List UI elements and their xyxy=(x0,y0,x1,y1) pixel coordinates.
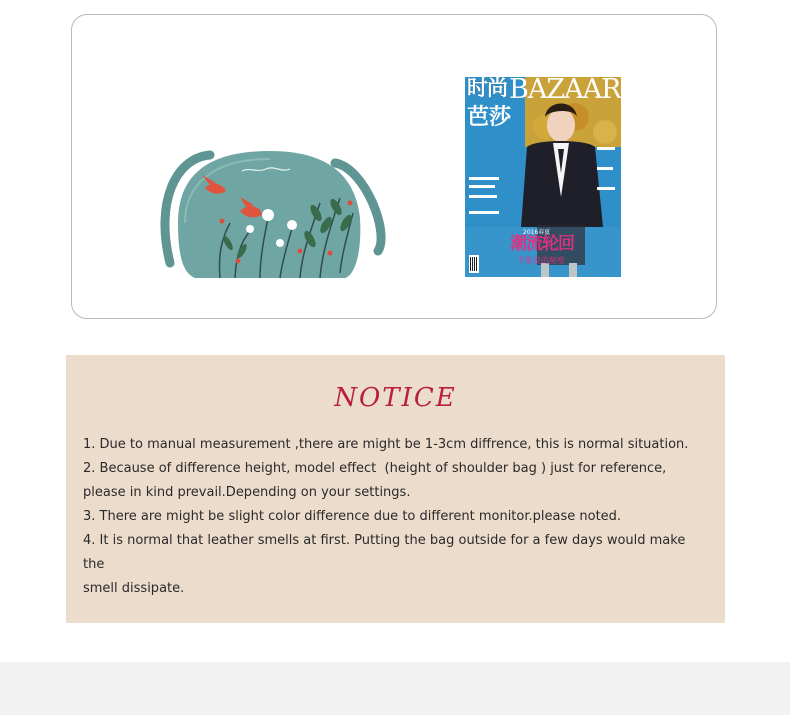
notice-line: please in kind prevail.Depending on your settings. xyxy=(83,485,411,500)
notice-panel xyxy=(66,355,725,623)
magazine-title-en: BAZAAR xyxy=(509,77,621,105)
magazine-headline: 潮流轮回 xyxy=(510,234,574,254)
magazine-image xyxy=(465,77,621,277)
notice-body xyxy=(83,433,713,601)
magazine-title-cn: 时尚 xyxy=(467,77,507,100)
magazine-year: 2016春夏 xyxy=(523,229,551,236)
shoulder-bag-image xyxy=(150,143,392,283)
notice-line: 1. Due to manual measurement ,there are might be 1-3cm diffrence, this is normal situation. xyxy=(83,437,689,452)
notice-line: 4. It is normal that leather smells at first. Putting the bag outside for a few days would make xyxy=(83,533,686,548)
size-comparison-card xyxy=(71,14,717,319)
notice-line: smell dissipate. xyxy=(83,581,185,596)
magazine-subtitle-cn: 芭莎 xyxy=(467,104,512,130)
magazine-subline: 不能说的秘密 xyxy=(517,256,565,265)
notice-line: 2. Because of difference height, model effect (height of shoulder bag ) just for reference, xyxy=(83,461,667,476)
footer-band xyxy=(0,662,790,715)
notice-title: NOTICE xyxy=(334,383,457,413)
notice-line: the xyxy=(83,557,105,572)
notice-line: 3. There are might be slight color difference due to different monitor.please noted. xyxy=(83,509,622,524)
